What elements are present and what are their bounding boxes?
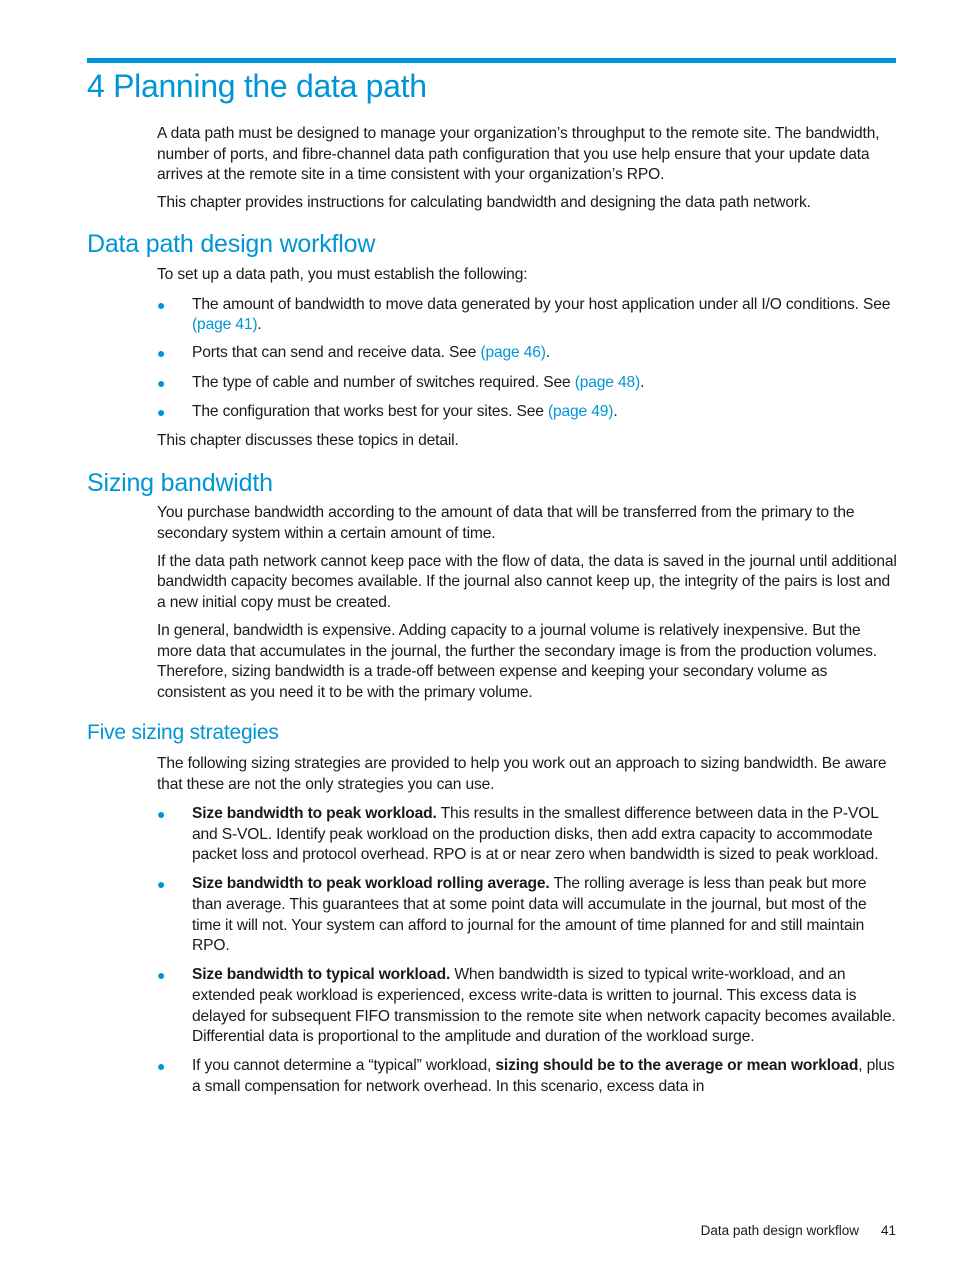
bullet-icon: ● <box>157 345 166 362</box>
bullet-icon: ● <box>157 374 166 391</box>
workflow-item: ● The amount of bandwidth to move data generated by your host application under all I/O conditions. See (page 41). <box>157 295 891 334</box>
intro-paragraph-2: This chapter provides instructions for calculating bandwidth and designing the data path network. <box>157 194 811 212</box>
workflow-item: ● The configuration that works best for your sites. See (page 49). <box>157 402 897 423</box>
strategy-item: ● Size bandwidth to peak workload rolling average. The rolling average is less than peak but more than average. This guarantees that at some point data will accumulate in the journal, but most of the time it will not. Your system can afford to journal for the amount of time planned for and still maintain RPO. <box>157 875 867 955</box>
chapter-top-rule <box>87 58 896 63</box>
page-link[interactable]: (page 49) <box>547 403 614 421</box>
strategies-list <box>157 804 897 1097</box>
sizing-block <box>157 503 897 703</box>
section-heading-workflow: Data path design workflow <box>87 230 376 258</box>
workflow-list <box>157 295 897 423</box>
bullet-icon: ● <box>157 967 166 984</box>
page-link[interactable]: (page 41) <box>192 316 258 334</box>
workflow-item: ● Ports that can send and receive data. See (page 46). <box>157 343 897 364</box>
strategies-block <box>157 754 897 1097</box>
page-footer <box>701 1222 896 1240</box>
bullet-icon: ● <box>157 296 166 313</box>
chapter-title: 4 Planning the data path <box>87 68 427 104</box>
sizing-paragraph-3: In general, bandwidth is expensive. Adding capacity to a journal volume is relatively inexpensive. But the more data that accumulates in the journal, the further the secondary image is from the production volumes. Therefore, sizing bandwidth is a trade-off between expense and keeping your secondary volume as consistent as you need it to be with the primary volume. <box>157 621 877 701</box>
bullet-icon: ● <box>157 806 166 823</box>
workflow-item: ● The type of cable and number of switches required. See (page 48). <box>157 373 897 394</box>
bullet-icon: ● <box>157 404 166 421</box>
bullet-icon: ● <box>157 876 166 893</box>
strategy-item: ● If you cannot determine a “typical” workload, sizing should be to the average or mean workload, plus a small compensation for network overhead. In this scenario, excess data in <box>157 1057 895 1095</box>
intro-paragraph-1: A data path must be designed to manage your organization’s throughput to the remote site. The bandwidth, number of ports, and fibre-channel data path configuration that you use help ensure that your update data arrives at the remote site in a time consistent with your organization’s RPO. <box>157 125 880 184</box>
strategy-item: ● Size bandwidth to peak workload. This results in the smallest difference between data in the P-VOL and S-VOL. Identify peak workload on the production disks, then add extra capacity to accommodate packet loss and protocol overhead. RPO is at or near zero when bandwidth is sized to peak workload. <box>157 805 879 864</box>
intro-block <box>157 124 897 214</box>
bullet-icon: ● <box>157 1058 166 1075</box>
page-link[interactable]: (page 46) <box>480 344 546 362</box>
subsection-heading-strategies: Five sizing strategies <box>87 721 279 744</box>
page-number: 41 <box>880 1223 896 1238</box>
footer-section-title: Data path design workflow <box>700 1223 859 1238</box>
page-link[interactable]: (page 48) <box>574 373 641 391</box>
sizing-paragraph-2: If the data path network cannot keep pace with the flow of data, the data is saved in the journal until additional bandwidth capacity becomes available. If the journal also cannot keep up, the integrity of the pairs is lost and a new initial copy must be created. <box>157 552 897 611</box>
workflow-block <box>157 265 897 451</box>
strategies-lead: The following sizing strategies are provided to help you work out an approach to sizing bandwidth. Be aware that these are not the only strategies you can use. <box>157 755 887 793</box>
sizing-paragraph-1: You purchase bandwidth according to the amount of data that will be transferred from the primary to the secondary system within a certain amount of time. <box>157 504 855 542</box>
workflow-closing: This chapter discusses these topics in detail. <box>157 431 459 449</box>
section-heading-sizing: Sizing bandwidth <box>87 469 273 497</box>
workflow-lead: To set up a data path, you must establish the following: <box>157 266 528 283</box>
strategy-item: ● Size bandwidth to typical workload. When bandwidth is sized to typical write-workload, and an extended peak workload is experienced, excess write-data is written to journal. This excess data is delayed for subsequent FIFO transmission to the remote site when network capacity becomes available. Differential data is proportional to the amplitude and duration of the workload surge. <box>157 966 896 1046</box>
